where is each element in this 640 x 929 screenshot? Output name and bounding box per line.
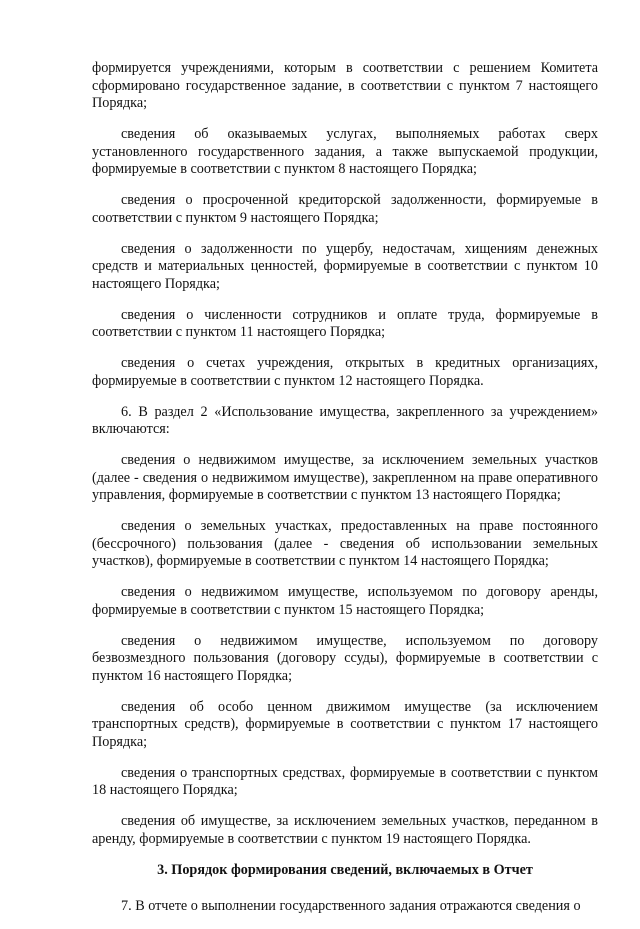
paragraph: сведения об оказываемых услугах, выполняемых работах сверх установленного государственного задания, а также выпускаемой продукции, формируемые в соответствии с пунктом 8 настоящего Порядка; bbox=[92, 126, 598, 177]
paragraph-continuation: формируется учреждениями, которым в соответствии с решением Комитета сформировано государственное задание, в соответствии с пунктом 7 настоящего Порядка; bbox=[92, 60, 598, 111]
paragraph: сведения о недвижимом имуществе, используемом по договору безвозмездного пользования (договору ссуды), формируемые в соответствии с пунктом 16 настоящего Порядка; bbox=[92, 632, 598, 684]
paragraph: сведения о недвижимом имуществе, используемом по договору аренды, формируемые в соответствии с пунктом 15 настоящего Порядка; bbox=[92, 584, 598, 618]
paragraph: сведения о задолженности по ущербу, недостачам, хищениям денежных средств и материальных ценностей, формируемые в соответствии с пунктом 10 настоящего Порядка; bbox=[92, 240, 598, 292]
paragraph: сведения о недвижимом имуществе, за исключением земельных участков (далее - сведения о недвижимом имуществе), закрепленном на праве оперативного управления, формируемые в соответствии с пунктом 13 настоящего Порядка; bbox=[92, 452, 598, 503]
paragraph: сведения о транспортных средствах, формируемые в соответствии с пунктом 18 настоящего Порядка; bbox=[92, 764, 598, 798]
document-page bbox=[92, 60, 598, 929]
section-heading: 3. Порядок формирования сведений, включаемых в Отчет bbox=[157, 861, 533, 878]
numbered-paragraph: 6. В раздел 2 «Использование имущества, закрепленного за учреждением» включаются: bbox=[92, 403, 598, 437]
paragraph: сведения о просроченной кредиторской задолженности, формируемые в соответствии с пунктом 9 настоящего Порядка; bbox=[92, 192, 598, 226]
paragraph: сведения о численности сотрудников и оплате труда, формируемые в соответствии с пунктом 11 настоящего Порядка; bbox=[92, 306, 598, 340]
paragraph: сведения об имуществе, за исключением земельных участков, переданном в аренду, формируемые в соответствии с пунктом 19 настоящего Порядка. bbox=[92, 813, 598, 847]
paragraph: сведения о счетах учреждения, открытых в кредитных организациях, формируемые в соответствии с пунктом 12 настоящего Порядка. bbox=[92, 355, 598, 389]
paragraph: сведения о земельных участках, предоставленных на праве постоянного (бессрочного) пользования (далее - сведения об использовании земельных участков), формируемые в соответствии с пунктом 14 настоящего Порядка; bbox=[92, 518, 598, 569]
numbered-paragraph: 7. В отчете о выполнении государственного задания отражаются сведения о bbox=[121, 898, 581, 914]
paragraph: сведения об особо ценном движимом имуществе (за исключением транспортных средств), формируемые в соответствии с пунктом 17 настоящего Порядка; bbox=[92, 698, 598, 750]
